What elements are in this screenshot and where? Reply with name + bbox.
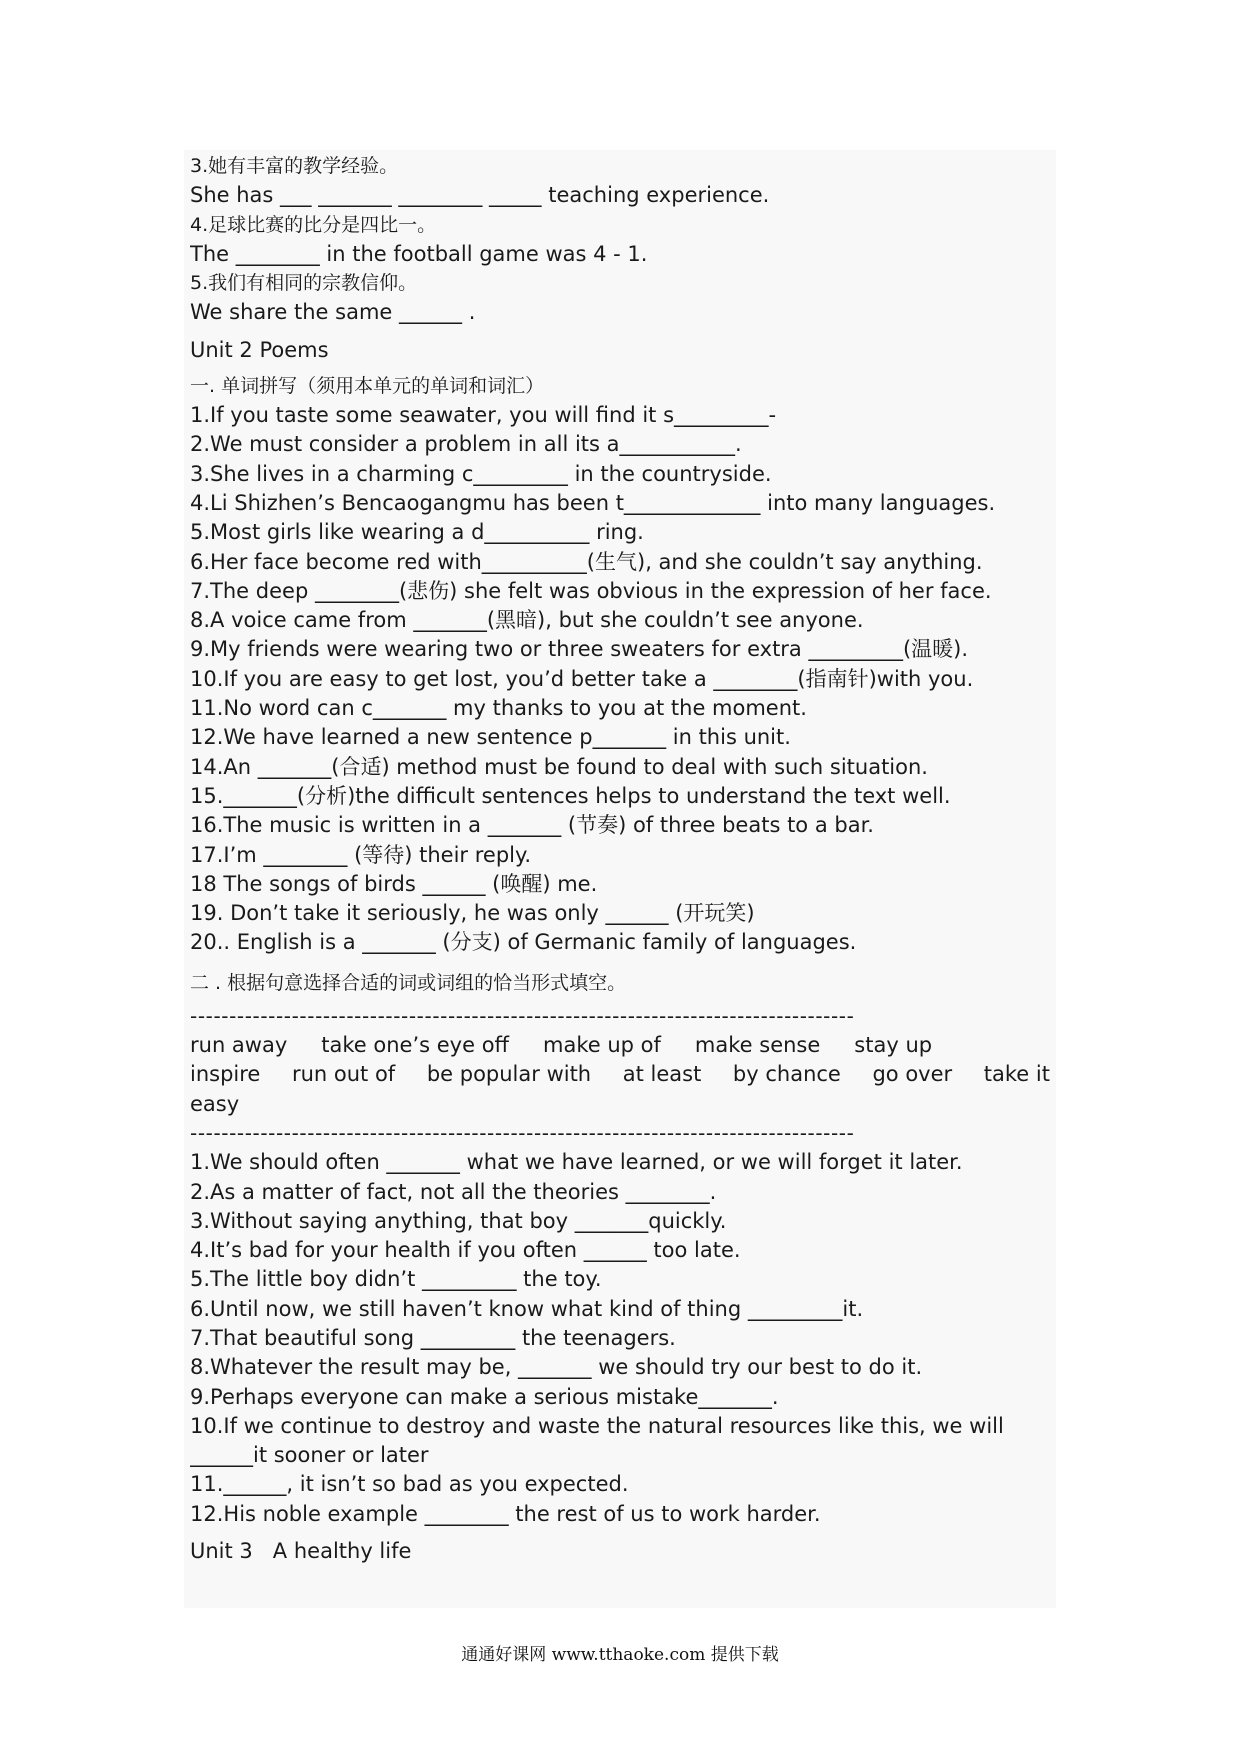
section1-title: 一. 单词拼写（须用本单元的单词和词汇） [190, 374, 545, 397]
list-item: 12.We have learned a new sentence p_______ in this unit. [190, 725, 791, 750]
word-bank-row-1 [190, 1031, 1050, 1060]
list-item: 17.I’m ________ (等待) their reply. [190, 842, 532, 867]
word-bank-item: run away [190, 1033, 288, 1058]
list-item: 8.Whatever the result may be, _______ we should try our best to do it. [190, 1355, 923, 1380]
word-bank-item: inspire [190, 1062, 261, 1087]
list-item: 2.As a matter of fact, not all the theories ________. [190, 1179, 717, 1204]
list-item: 11.______, it isn’t so bad as you expected. [190, 1472, 629, 1497]
word-bank-item: take one’s eye off [321, 1033, 510, 1058]
list-item: 5.The little boy didn’t _________ the toy. [190, 1267, 602, 1292]
list-item: 15._______(分析)the difficult sentences helps to understand the text well. [190, 783, 951, 808]
list-item: 3.She lives in a charming c_________ in the countryside. [190, 461, 772, 486]
list-item: 2.We must consider a problem in all its a___________. [190, 432, 742, 457]
list-item: 4.It’s bad for your health if you often ______ too late. [190, 1238, 741, 1263]
list-item: 6.Her face become red with__________(生气), and she couldn’t say anything. [190, 549, 983, 574]
word-bank-row-3: easy [190, 1091, 240, 1116]
word-bank-item: go over [872, 1062, 953, 1087]
unit1-q3-chinese: 3.她有丰富的教学经验。 [190, 155, 399, 177]
unit1-q5-english: We share the same ______ . [190, 300, 476, 325]
list-item: 1.If you taste some seawater, you will find it s_________- [190, 403, 777, 428]
list-item: 20.. English is a _______ (分支) of Germanic family of languages. [190, 930, 857, 955]
divider-bottom: ------------------------------------------------------------------------------------- [190, 1120, 855, 1145]
fill-in-list [190, 1148, 1050, 1529]
unit1-q4-chinese: 4.足球比赛的比分是四比一。 [190, 213, 437, 236]
unit3-title: Unit 3 A healthy life [190, 1539, 412, 1564]
word-bank-item: at least [622, 1062, 702, 1087]
list-item: 7.The deep ________(悲伤) she felt was obvious in the expression of her face. [190, 578, 992, 603]
list-item: 9.My friends were wearing two or three sweaters for extra _________(温暖). [190, 637, 969, 662]
word-bank-item: take it [983, 1062, 1050, 1087]
word-bank-item: by chance [732, 1062, 841, 1087]
list-item: 18 The songs of birds ______ (唤醒) me. [190, 871, 598, 896]
list-item: 8.A voice came from _______(黑暗), but she couldn’t see anyone. [190, 608, 864, 633]
unit2-title: Unit 2 Poems [190, 337, 329, 362]
word-bank-item: make sense [694, 1033, 821, 1058]
list-item: 10.If you are easy to get lost, you’d better take a ________(指南针)with you. [190, 666, 974, 691]
list-item: 10.If we continue to destroy and waste the natural resources like this, we will [190, 1413, 1004, 1438]
spelling-list [190, 401, 1050, 958]
worksheet-content [190, 152, 1050, 1573]
list-item: 19. Don’t take it seriously, he was only ______ (开玩笑) [190, 901, 755, 926]
list-item: 5.Most girls like wearing a d__________ ring. [190, 520, 644, 545]
word-bank-item: run out of [291, 1062, 396, 1087]
list-item: 16.The music is written in a _______ (节奏) of three beats to a bar. [190, 813, 874, 838]
list-item: 3.Without saying anything, that boy _______quickly. [190, 1208, 727, 1233]
word-bank-item: stay up [854, 1033, 933, 1058]
list-item: 1.We should often _______ what we have learned, or we will forget it later. [190, 1150, 963, 1175]
list-item: 6.Until now, we still haven’t know what kind of thing _________it. [190, 1296, 864, 1321]
word-bank-row-2 [190, 1060, 1050, 1089]
list-item: 12.His noble example ________ the rest of us to work harder. [190, 1501, 821, 1526]
list-item: 11.No word can c_______ my thanks to you at the moment. [190, 696, 807, 721]
unit1-q4-english: The ________ in the football game was 4 - 1. [190, 241, 648, 266]
page-footer: 通通好课网 www.tthaoke.com 提供下载 [461, 1645, 779, 1665]
divider-top: ------------------------------------------------------------------------------------- [190, 1003, 855, 1028]
word-bank-item: make up of [543, 1033, 661, 1058]
list-item: 4.Li Shizhen’s Bencaogangmu has been t_____________ into many languages. [190, 490, 996, 515]
unit1-q5-chinese: 5.我们有相同的宗教信仰。 [190, 272, 418, 295]
section2-title: 二 . 根据句意选择合适的词或词组的恰当形式填空。 [190, 971, 627, 994]
list-item: 14.An _______(合适) method must be found to deal with such situation. [190, 754, 928, 779]
list-item: 9.Perhaps everyone can make a serious mistake_______. [190, 1384, 779, 1409]
list-item: ______it sooner or later [190, 1443, 429, 1468]
word-bank-item: be popular with [426, 1062, 592, 1087]
list-item: 7.That beautiful song _________ the teenagers. [190, 1325, 676, 1350]
unit1-q3-english: She has ___ _______ ________ _____ teaching experience. [190, 183, 770, 208]
